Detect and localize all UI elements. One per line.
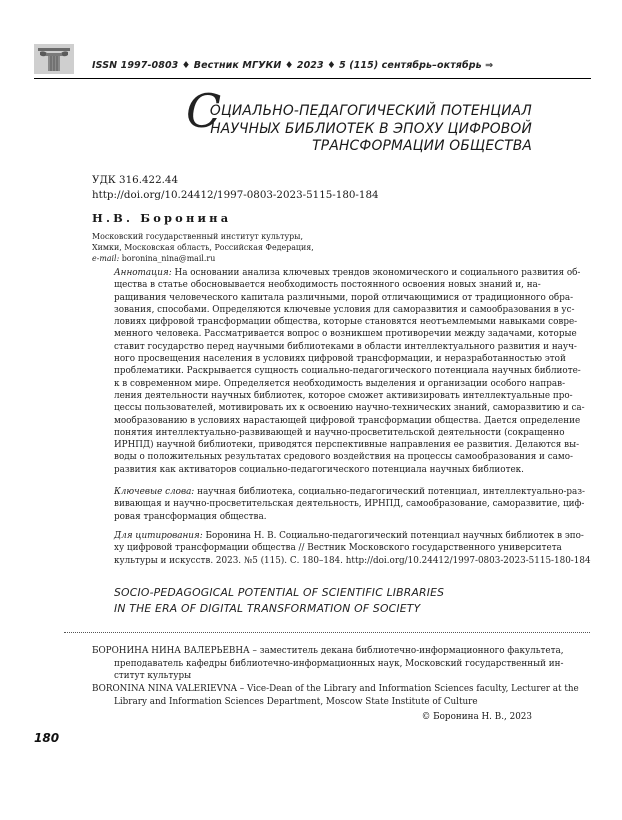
copyright: © Боронина Н. В., 2023 [421,712,532,722]
annotation-line: ИРНПД) научной библиотеки, приводятся перспективные направления ее развития. Делаются вы- [114,440,580,451]
author-email-line [92,254,215,263]
keywords [114,486,585,523]
journal-header: ISSN 1997-0803 ♦ Вестник МГУКИ ♦ 2023 ♦ 5 (115) сентябрь–октябрь ⇒ [92,60,494,71]
title-line: ОЦИАЛЬНО-ПЕДАГОГИЧЕСКИЙ ПОТЕНЦИАЛ [209,103,532,119]
keywords-line: ровая трансформация общества. [114,511,267,522]
section-divider [64,632,590,633]
annotation-line: ления деятельности научных библиотек, которое сможет активизировать интеллектуальные про- [114,390,573,401]
annotation-line [114,267,581,279]
citation-line: культуры и искусств. 2023. №5 (115). С. 180–184. http://doi.org/10.24412/1997-0803-2023-5115-180-184 [114,555,591,566]
title-line: НАУЧНЫХ БИБЛИОТЕК В ЭПОХУ ЦИФРОВОЙ [210,120,532,137]
annotation [114,267,585,476]
annotation-line: воды о положительных результатах средового воздействия на процессы самообразования и само- [114,452,574,463]
column-capital-icon [34,44,74,74]
annotation-line: ращивания человеческого капитала различными, порой отличающимися от традиционного обра- [114,292,574,303]
author-info-en [92,683,579,708]
annotation-line: ловиях цифровой трансформации общества, которые становятся неотъемлемыми навыками совре- [114,317,578,328]
annotation-line: к в современном мире. Определяется необходимость выделения и организации особого направ- [114,378,566,389]
author-email[interactable]: boronina_nina@mail.ru [121,254,216,263]
english-title-line: IN THE ERA OF DIGITAL TRANSFORMATION OF SOCIETY [114,602,421,615]
author-affiliation: Московский государственный институт культуры, [92,232,303,241]
annotation-line: щества в статье обосновывается необходимость постоянного освоения новых знаний и, на- [114,280,541,291]
keywords-label: Ключевые слова: [114,487,195,497]
author-location: Химки, Московская область, Российская Федерация, [92,243,314,252]
english-title-line: SOCIO-PEDAGOGICAL POTENTIAL OF SCIENTIFIC LIBRARIES [114,586,445,599]
annotation-line: ного просвещения населения в условиях цифровой трансформации, и неразработанностью этой [114,354,566,365]
keywords-line [114,486,585,498]
author-info-line: ститут культуры [114,671,192,681]
title-drop-cap: С [186,84,222,138]
citation-line [114,530,584,542]
author-name: Н.В. Боронина [92,211,232,225]
author-info-ru [92,645,564,683]
author-info-line: Library and Information Sciences Department, Moscow State Institute of Culture [114,696,478,707]
email-label: e-mail: [92,254,120,263]
annotation-line: менного человека. Рассматривается вопрос о возникшем противоречии между задачами, которые [114,329,577,340]
citation-text: Боронина Н. В. Социально-педагогический потенциал научных библиотек в эпо- [205,531,584,541]
article-title [132,103,532,156]
annotation-line: проблематики. Раскрывается сущность социально-педагогического потенциала научных библиоте- [114,366,581,377]
annotation-text: На основании анализа ключевых трендов экономического и социального развития об- [174,268,581,278]
citation-line: ху цифровой трансформации общества // Вестник Московского государственного университета [114,543,562,554]
doi-link[interactable]: http://doi.org/10.24412/1997-0803-2023-5115-180-184 [92,189,379,201]
annotation-line: ставит государство перед научными библиотеками в области интеллектуального развития и науч- [114,341,577,352]
author-info-line: BORONINA NINA VALERIEVNA – Vice-Dean of the Library and Information Sciences faculty, Lecturer at the [92,684,579,694]
english-title [114,585,444,617]
title-line: ТРАНСФОРМАЦИИ ОБЩЕСТВА [312,138,532,154]
keywords-line: вивающая и научно-просветительская деятельность, ИРНПД, самообразование, саморазвитие, циф- [114,499,585,510]
page-number: 180 [34,731,60,745]
citation [114,530,591,567]
keywords-text: научная библиотека, социально-педагогический потенциал, интеллектуально-раз- [197,487,585,497]
annotation-line: мообразованию в условиях нарастающей цифровой трансформации общества. Дается определение [114,415,581,426]
annotation-label: Аннотация: [114,268,172,278]
annotation-line: понятия интеллектуально-развивающей и научно-просветительской деятельности (сокращенно [114,427,565,438]
header-rule [34,78,591,79]
author-info-line: БОРОНИНА НИНА ВАЛЕРЬЕВНА – заместитель декана библиотечно-информационного факультета, [92,646,564,656]
annotation-line: зования, способами. Определяются ключевые условия для саморазвития и самообразования в ус- [114,304,575,315]
citation-label: Для цитирования: [114,531,203,541]
udk-code: УДК 316.422.44 [92,174,179,186]
annotation-line: развития как активаторов социально-педагогического потенциала научных библиотек. [114,464,524,475]
author-info-line: преподаватель кафедры библиотечно-информационных наук, Московский государственный ин- [114,658,564,669]
annotation-line: цессы пользователей, мотивировать их к освоению научно-технических знаний, саморазвитию и са- [114,403,585,414]
